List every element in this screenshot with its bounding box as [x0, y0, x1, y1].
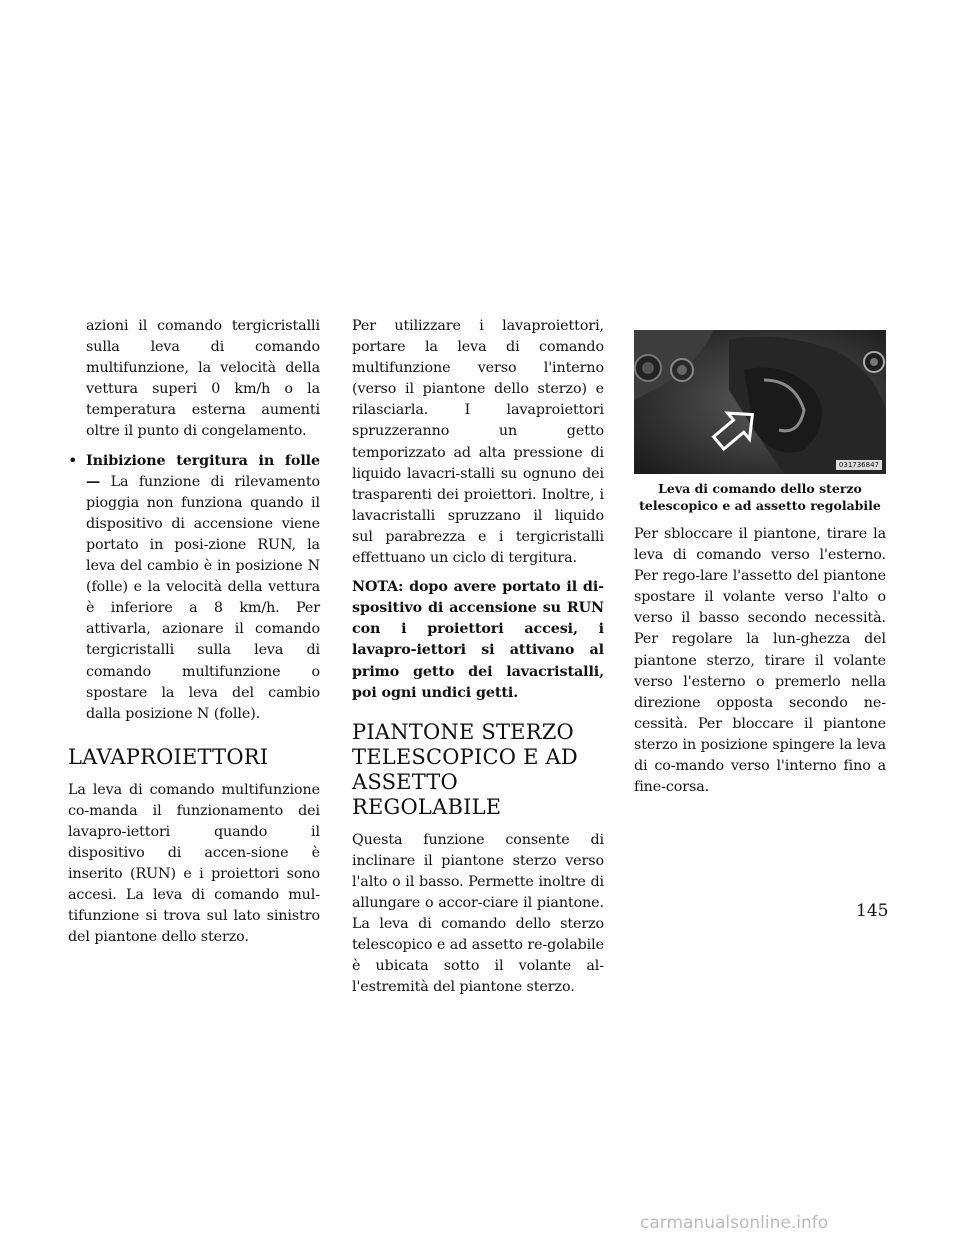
bullet-text: La funzione di rilevamento pioggia non funziona quando il dispositivo di accensione viene portato in posi-zione RUN, la leva del cambio è in posizione N (folle) e la velocità della vettura è inferiore a 8 km/h. Per attivarla, azionare il comando tergicristalli sulla leva di comando multifunzione o spostare la leva del cambio dalla posizione N (folle). — [86, 473, 321, 722]
heading-line: PIANTONE STERZO — [352, 719, 574, 744]
photo-caption — [634, 480, 886, 514]
section-heading-piantone — [352, 720, 604, 820]
lavaproiettori-usage-paragraph: Per utilizzare i lavaproiettori, portare la leva di comando multifunzione verso l'interno (verso il piantone dello sterzo) e rilasciarla. I lavaproiettori spruzzeranno un getto temporizzato ad alta pressione di liquido lavacri-stalli su ognuno dei trasparenti dei proiettori. Inoltre, i lavacristalli spruzzano il liquido sul parabrezza e i tergicristalli effettuano un ciclo di tergitura. — [352, 318, 604, 567]
continued-paragraph: azioni il comando tergicristalli sulla leva di comando multifunzione, la velocità della vettura superi 0 km/h o la temperatura esterna aumenti oltre il punto di congelamento. — [86, 318, 320, 440]
column-middle — [352, 316, 604, 998]
page-number: 145 — [856, 901, 889, 921]
caption-line: telescopico e ad assetto regolabile — [639, 498, 881, 513]
bullet-item — [68, 451, 320, 725]
piantone-adjust-paragraph: Per sbloccare il piantone, tirare la leva di comando verso l'esterno. Per rego-lare l'assetto del piantone spostare il volante verso l'alto o verso il basso secondo necessità. Per regolare la lun-ghezza del piantone sterzo, tirare il volante verso l'esterno o premerlo nella direzione opposta secondo ne-cessità. Per bloccare il piantone sterzo in posizione spingere la leva di co-mando verso l'interno fino a fine-corsa. — [634, 526, 886, 796]
bullet-title: Inibizione tergitura in folle — — [86, 452, 320, 490]
caption-line: Leva di comando dello sterzo — [658, 481, 862, 496]
photo-illustration — [634, 330, 886, 474]
column-left — [68, 316, 320, 949]
heading-line: TELESCOPICO E AD — [352, 744, 578, 769]
bullet-marker: • — [68, 450, 78, 470]
lavaproiettori-paragraph: La leva di comando multifunzione co-manda il funzionamento dei lavapro-iettori quando il dispositivo di accen-sione è inserito (RUN) e i proiettori sono accesi. La leva di comando mul-tifunzione si trova sul lato sinistro del piantone dello sterzo. — [68, 781, 320, 946]
image-code-label: 031736847 — [836, 460, 882, 470]
steering-lever-photo — [634, 330, 886, 474]
piantone-paragraph: Questa funzione consente di inclinare il piantone sterzo verso l'alto o il basso. Permette inoltre di allungare o accor-ciare il piantone. La leva di comando dello sterzo telescopico e ad assetto re-golabile è ubicata sotto il volante al-l'estremità del piantone sterzo. — [352, 831, 604, 996]
heading-line: ASSETTO REGOLABILE — [352, 769, 502, 819]
note-paragraph: NOTA: dopo avere portato il di-spositivo di accensione su RUN con i proiettori accesi, i lavapro-iettori si attivano al primo getto dei lavacristalli, poi ogni undici getti. — [352, 579, 604, 701]
watermark-text: carmanualsonline.info — [640, 1213, 829, 1233]
column-right — [634, 330, 886, 798]
section-heading-lavaproiettori: LAVAPROIETTORI — [68, 744, 269, 769]
